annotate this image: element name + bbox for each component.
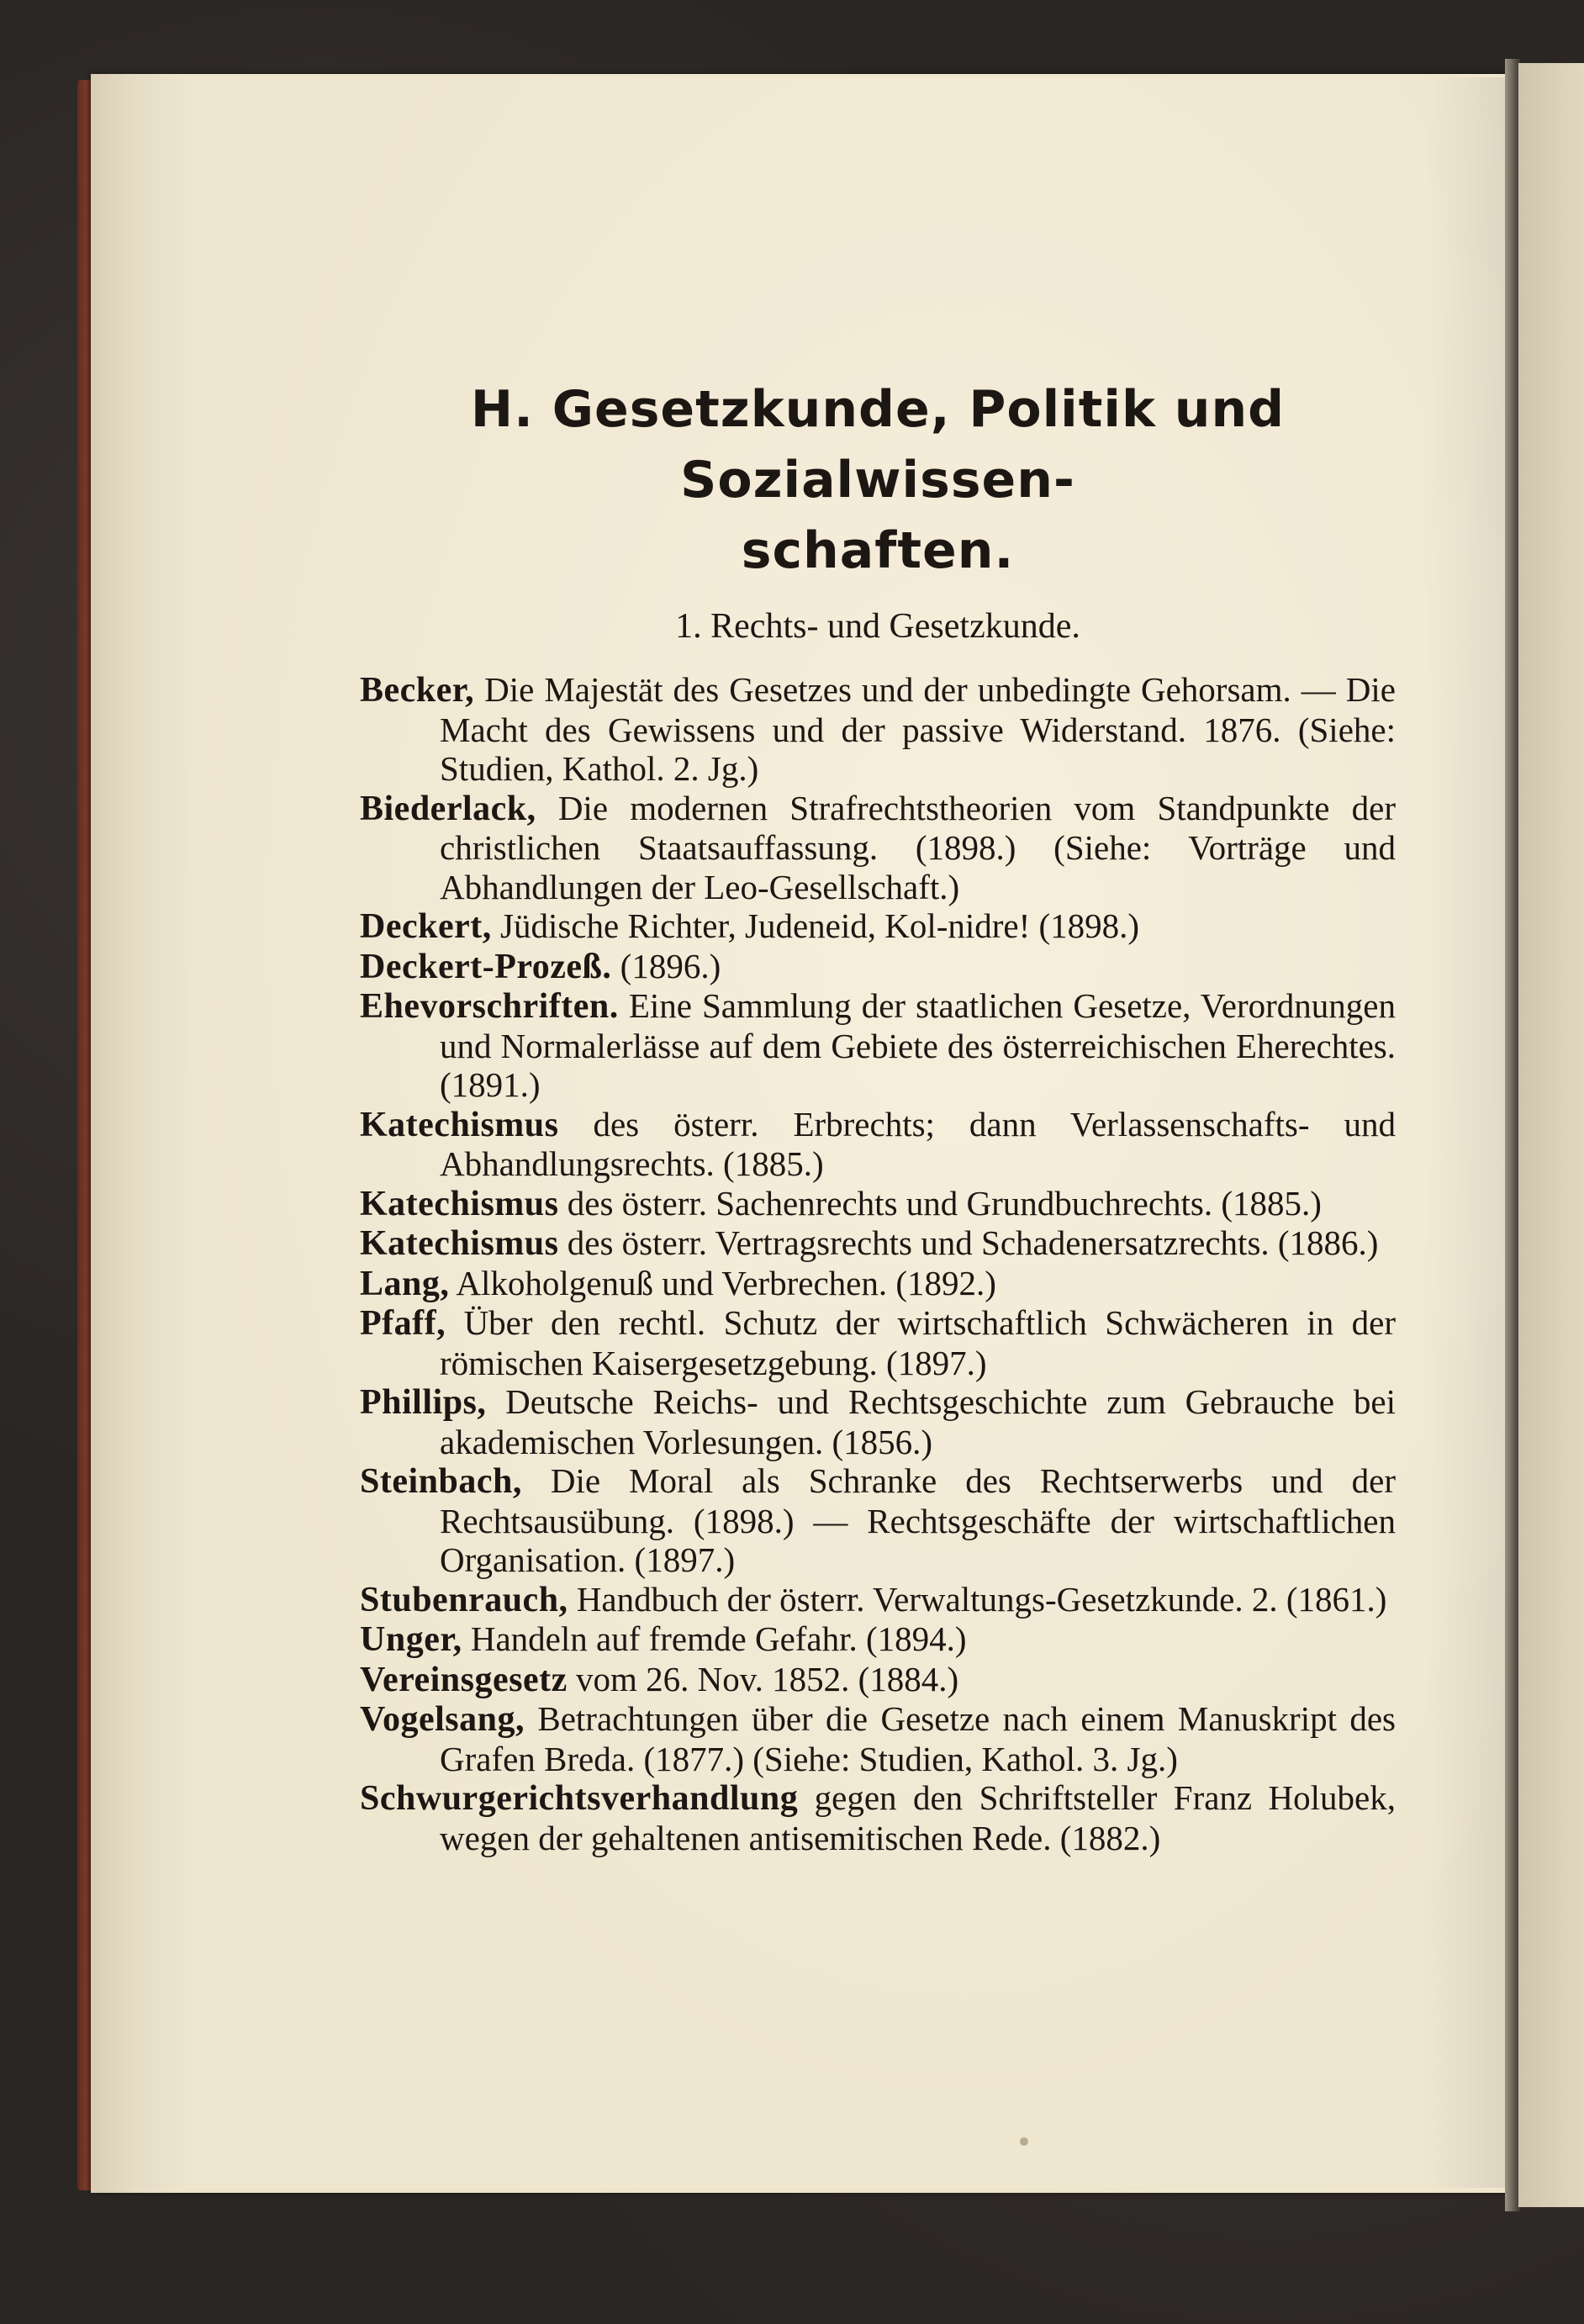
section-heading-line1: H. Gesetzkunde, Politik und Sozialwissen- bbox=[470, 380, 1286, 510]
entry-author: Pfaff, bbox=[360, 1304, 446, 1343]
bibliography-entry bbox=[360, 670, 1396, 789]
section-heading-line2: schaften. bbox=[741, 521, 1015, 580]
entry-text: (1896.) bbox=[611, 946, 721, 985]
entry-author: Becker, bbox=[360, 671, 475, 710]
bibliography-entry bbox=[360, 1382, 1396, 1461]
entry-author: Stubenrauch, bbox=[360, 1580, 568, 1619]
entry-author: Phillips, bbox=[360, 1383, 487, 1422]
paper-speck bbox=[1020, 2137, 1028, 2146]
entry-author: Steinbach, bbox=[360, 1462, 522, 1501]
entry-text: Jüdische Richter, Judeneid, Kol-nidre! (1898.) bbox=[491, 906, 1140, 945]
entry-text: Eine Sammlung der staatlichen Gesetze, Verordnungen und Normalerlässe auf dem Gebiete des österreichischen Eherechtes. (1891.) bbox=[440, 986, 1396, 1104]
bibliography-list bbox=[360, 670, 1396, 1857]
entry-author: Biederlack, bbox=[360, 789, 536, 828]
page-content bbox=[360, 374, 1396, 1857]
bibliography-entry bbox=[360, 906, 1396, 947]
entry-author: Schwurgerichtsverhandlung bbox=[360, 1779, 799, 1818]
entry-author: Katechismus bbox=[360, 1105, 559, 1144]
bibliography-entry bbox=[360, 1184, 1396, 1224]
entry-text: Handbuch der österr. Verwaltungs-Gesetzkunde. 2. (1861.) bbox=[568, 1579, 1387, 1619]
entry-text: des österr. Sachenrechts und Grundbuchrechts. (1885.) bbox=[558, 1183, 1322, 1223]
entry-text: Alkoholgenuß und Verbrechen. (1892.) bbox=[449, 1263, 996, 1302]
bibliography-entry bbox=[360, 1264, 1396, 1304]
entry-author: Lang, bbox=[360, 1264, 450, 1303]
entry-text: des österr. Vertragsrechts und Schadenersatzrechts. (1886.) bbox=[558, 1223, 1379, 1262]
entry-author: Ehevorschriften. bbox=[360, 987, 619, 1026]
entry-author: Katechismus bbox=[360, 1224, 559, 1263]
bibliography-entry bbox=[360, 1303, 1396, 1382]
bibliography-entry bbox=[360, 1778, 1396, 1857]
bibliography-entry bbox=[360, 947, 1396, 987]
subsection-heading: 1. Rechts- und Gesetzkunde. bbox=[675, 607, 1080, 646]
entry-text: Die Majestät des Gesetzes und der unbedingte Gehorsam. — Die Macht des Gewissens und der passive Widerstand. 1876. (Siehe: Studien, Kathol. 2. Jg.) bbox=[440, 670, 1396, 788]
entry-author: Unger, bbox=[360, 1620, 462, 1659]
bibliography-entry bbox=[360, 1660, 1396, 1700]
entry-text: des österr. Erbrechts; dann Verlassenschafts- und Abhandlungsrechts. (1885.) bbox=[440, 1104, 1396, 1183]
bibliography-entry bbox=[360, 1461, 1396, 1580]
section-heading bbox=[360, 374, 1396, 586]
bibliography-entry bbox=[360, 1699, 1396, 1778]
entry-text: Über den rechtl. Schutz der wirtschaftlich Schwächeren in der römischen Kaisergesetzgebung. (1897.) bbox=[440, 1303, 1396, 1382]
bibliography-entry bbox=[360, 1580, 1396, 1620]
bibliography-entry bbox=[360, 1223, 1396, 1264]
entry-text: gegen den Schriftsteller Franz Holubek, wegen der gehaltenen antisemitischen Rede. (1882.) bbox=[440, 1778, 1396, 1857]
facing-page-edge bbox=[1518, 63, 1584, 2207]
entry-text: Deutsche Reichs- und Rechtsgeschichte zum Gebrauche bei akademischen Vorlesungen. (1856.) bbox=[440, 1382, 1396, 1461]
entry-author: Deckert-Prozeß. bbox=[360, 947, 612, 986]
bibliography-entry bbox=[360, 1105, 1396, 1184]
entry-author: Vogelsang, bbox=[360, 1700, 525, 1739]
bibliography-entry bbox=[360, 789, 1396, 907]
entry-author: Katechismus bbox=[360, 1184, 559, 1223]
entry-text: Betrachtungen über die Gesetze nach einem Manuskript des Grafen Breda. (1877.) (Siehe: Studien, Kathol. 3. Jg.) bbox=[440, 1699, 1396, 1778]
entry-author: Deckert, bbox=[360, 907, 492, 946]
entry-text: Die modernen Strafrechtstheorien vom Standpunkte der christlichen Staatsauffassung. (1898.) (Siehe: Vorträge und Abhandlungen der Leo-Gesellschaft.) bbox=[440, 788, 1396, 906]
entry-text: Die Moral als Schranke des Rechtserwerbs und der Rechtsausübung. (1898.) — Rechtsgeschäfte der wirtschaftlichen Organisation. (1897.) bbox=[440, 1461, 1396, 1579]
bibliography-entry bbox=[360, 986, 1396, 1105]
entry-text: vom 26. Nov. 1852. (1884.) bbox=[567, 1659, 959, 1698]
entry-text: Handeln auf fremde Gefahr. (1894.) bbox=[462, 1619, 967, 1658]
bibliography-entry bbox=[360, 1619, 1396, 1660]
entry-author: Vereinsgesetz bbox=[360, 1660, 568, 1699]
